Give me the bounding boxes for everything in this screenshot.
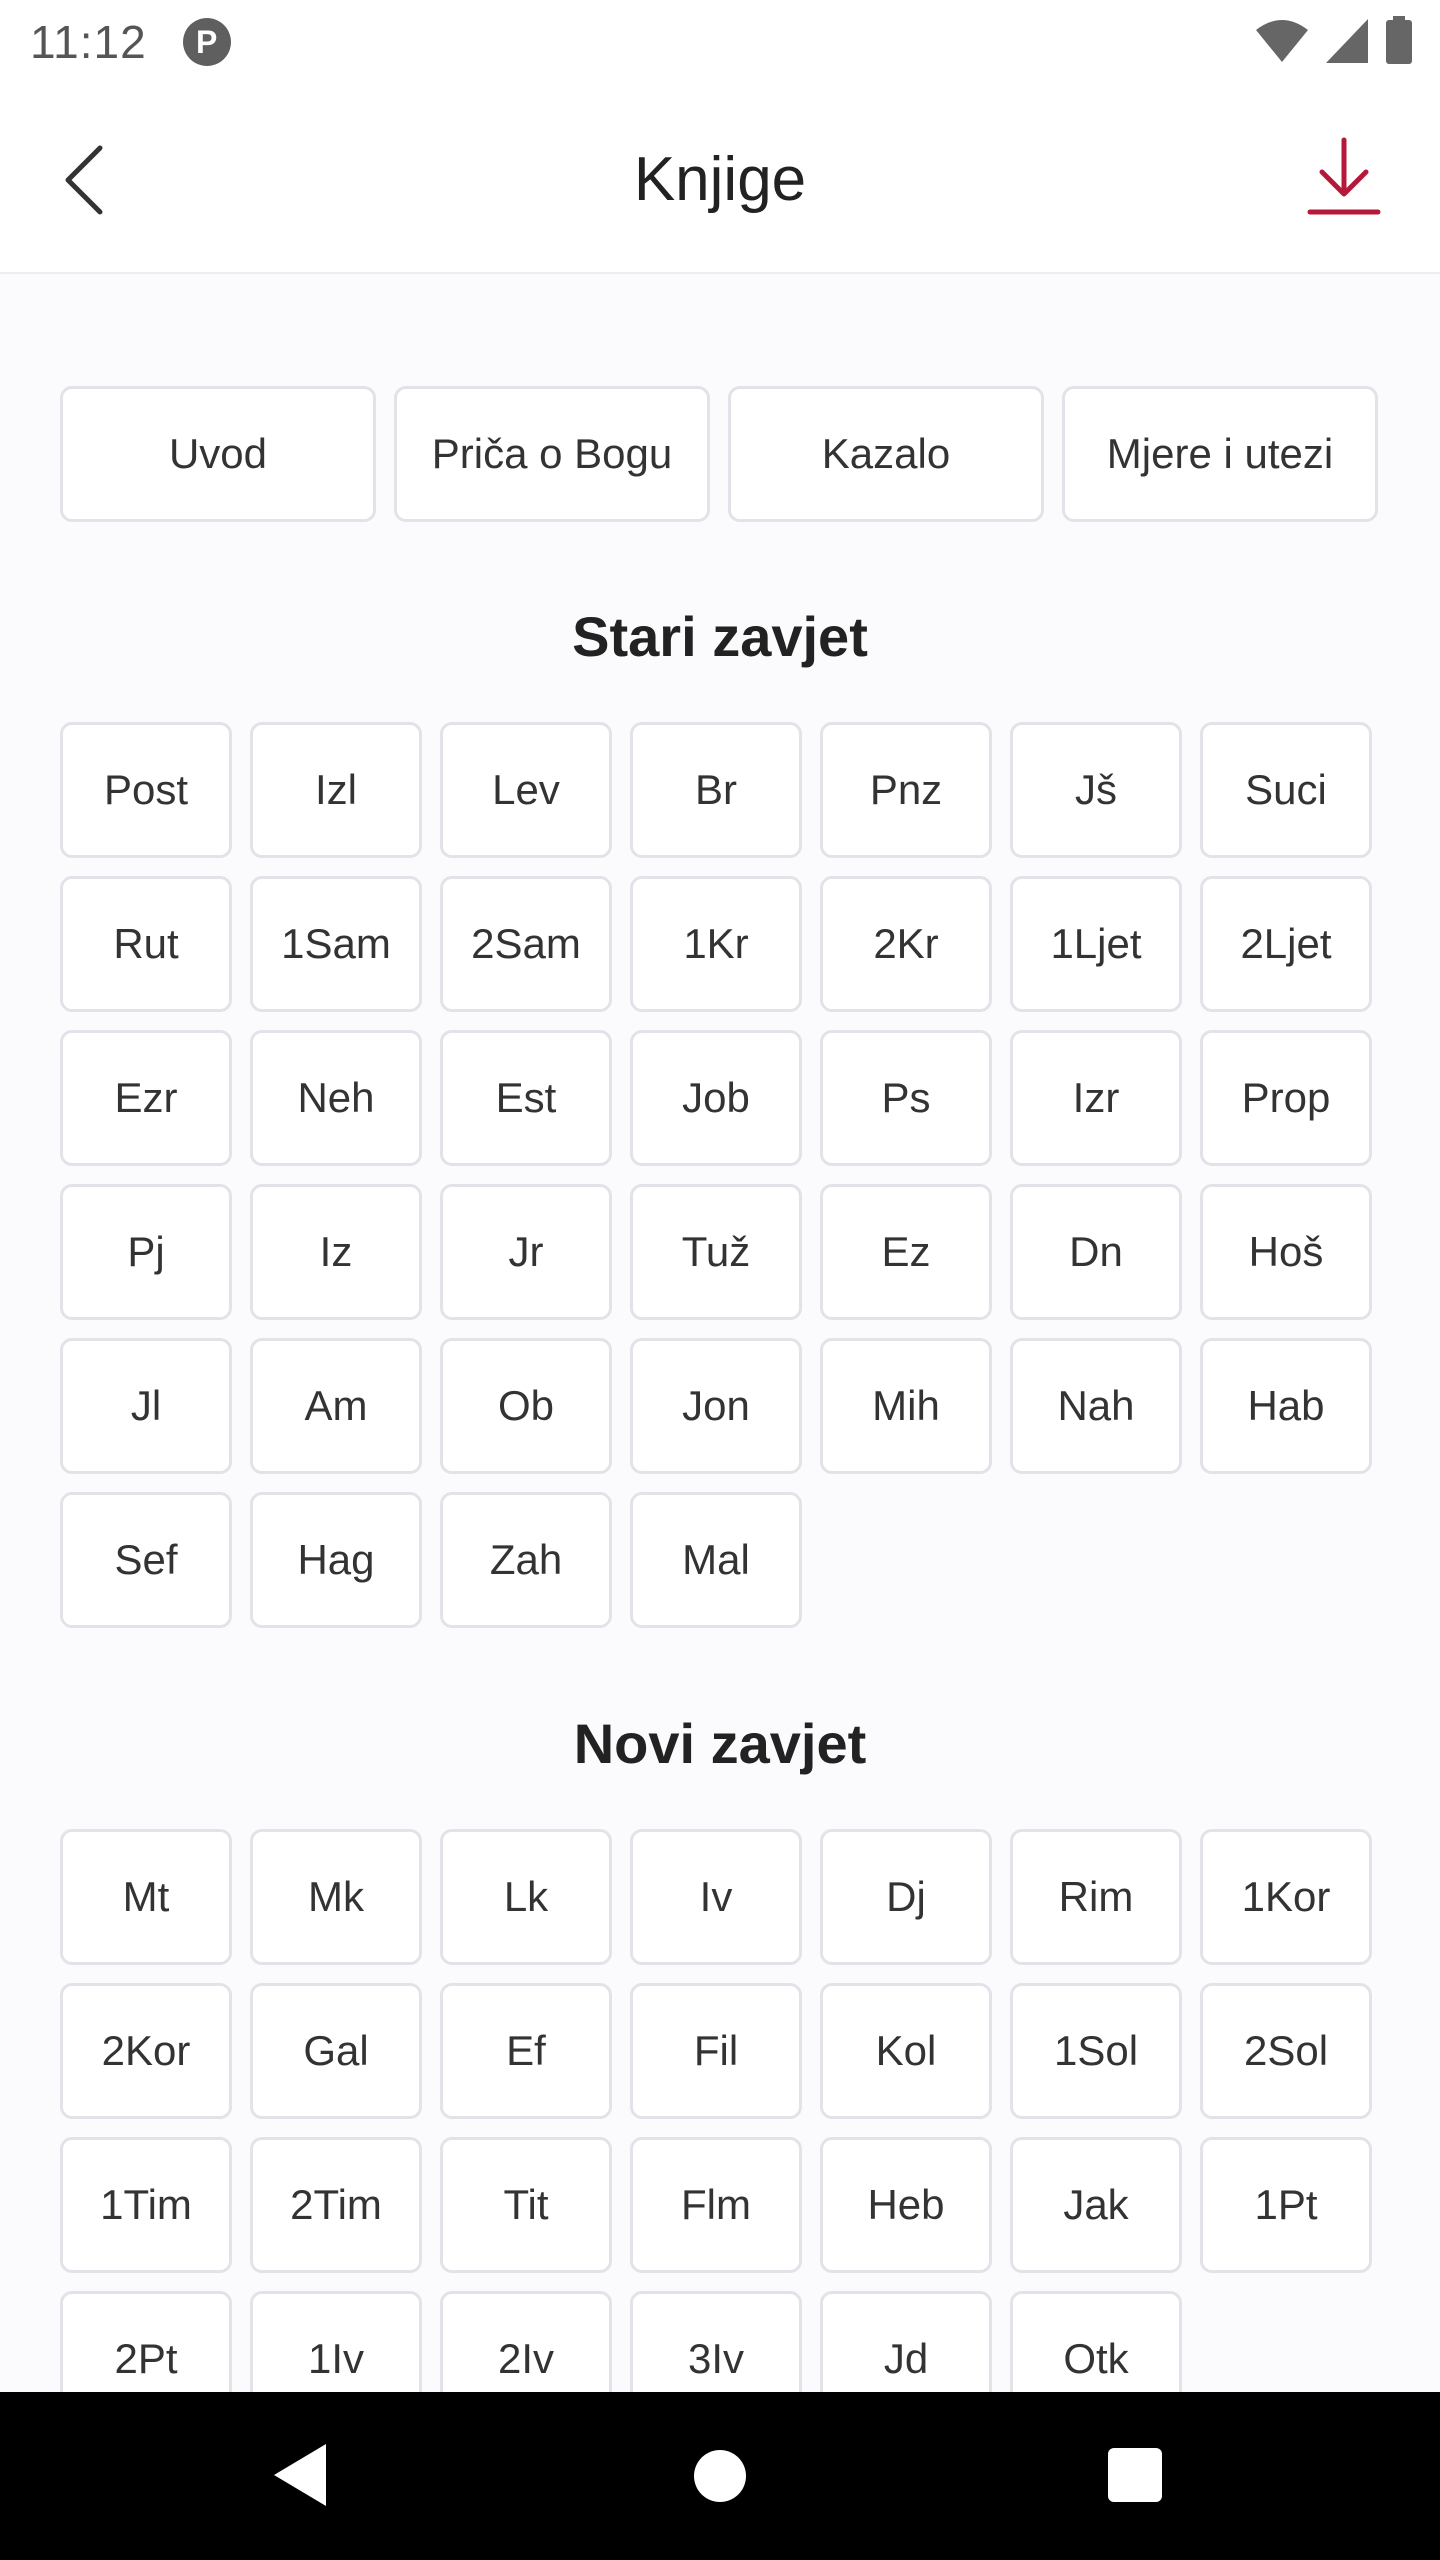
- old-testament-grid: [60, 722, 1380, 1628]
- book-button[interactable]: Mt: [60, 1829, 232, 1965]
- book-button[interactable]: Hag: [250, 1492, 422, 1628]
- book-button[interactable]: Tuž: [630, 1184, 802, 1320]
- status-time: 11:12: [30, 16, 147, 68]
- book-button[interactable]: 1Ljet: [1010, 876, 1182, 1012]
- book-button[interactable]: 1Sam: [250, 876, 422, 1012]
- book-button[interactable]: 1Kor: [1200, 1829, 1372, 1965]
- book-button[interactable]: Jš: [1010, 722, 1182, 858]
- old-testament-title: Stari zavjet: [572, 605, 868, 668]
- book-button[interactable]: Jak: [1010, 2137, 1182, 2273]
- book-button[interactable]: Rut: [60, 876, 232, 1012]
- book-button[interactable]: 1Iv: [250, 2291, 422, 2392]
- book-button[interactable]: Heb: [820, 2137, 992, 2273]
- book-button[interactable]: Sef: [60, 1492, 232, 1628]
- app-bar: [0, 84, 1440, 274]
- index-button[interactable]: Kazalo: [728, 386, 1044, 522]
- book-button[interactable]: Jr: [440, 1184, 612, 1320]
- book-button[interactable]: Ezr: [60, 1030, 232, 1166]
- book-button[interactable]: Zah: [440, 1492, 612, 1628]
- book-button[interactable]: 1Sol: [1010, 1983, 1182, 2119]
- wifi-icon: [1254, 18, 1310, 64]
- book-button[interactable]: 1Kr: [630, 876, 802, 1012]
- book-button[interactable]: Neh: [250, 1030, 422, 1166]
- download-icon[interactable]: [1304, 136, 1384, 220]
- book-button[interactable]: Post: [60, 722, 232, 858]
- book-button[interactable]: 1Pt: [1200, 2137, 1372, 2273]
- book-button[interactable]: Ef: [440, 1983, 612, 2119]
- book-button[interactable]: 2Tim: [250, 2137, 422, 2273]
- book-button[interactable]: 1Tim: [60, 2137, 232, 2273]
- book-button[interactable]: Dn: [1010, 1184, 1182, 1320]
- page-title: Knjige: [633, 145, 807, 214]
- book-button[interactable]: Izr: [1010, 1030, 1182, 1166]
- new-testament-grid: [60, 1829, 1380, 2392]
- signal-icon: [1324, 17, 1370, 65]
- book-button[interactable]: Hoš: [1200, 1184, 1372, 1320]
- books-list[interactable]: [0, 274, 1440, 2392]
- new-testament-title: Novi zavjet: [573, 1712, 867, 1775]
- book-button[interactable]: Lev: [440, 722, 612, 858]
- status-icons: [1254, 16, 1414, 66]
- book-button[interactable]: Otk: [1010, 2291, 1182, 2392]
- book-button[interactable]: Ps: [820, 1030, 992, 1166]
- book-button[interactable]: Mal: [630, 1492, 802, 1628]
- nav-back-icon[interactable]: [272, 2442, 328, 2508]
- book-button[interactable]: Ez: [820, 1184, 992, 1320]
- book-button[interactable]: Lk: [440, 1829, 612, 1965]
- book-button[interactable]: Iv: [630, 1829, 802, 1965]
- book-button[interactable]: Mih: [820, 1338, 992, 1474]
- status-bar: [0, 0, 1440, 84]
- system-nav-bar: [0, 2392, 1440, 2560]
- book-button[interactable]: 2Ljet: [1200, 876, 1372, 1012]
- book-button[interactable]: 2Pt: [60, 2291, 232, 2392]
- book-button[interactable]: Pj: [60, 1184, 232, 1320]
- book-button[interactable]: Fil: [630, 1983, 802, 2119]
- nav-home-icon[interactable]: [694, 2450, 746, 2502]
- book-button[interactable]: 2Kr: [820, 876, 992, 1012]
- book-button[interactable]: Ob: [440, 1338, 612, 1474]
- book-button[interactable]: Rim: [1010, 1829, 1182, 1965]
- book-button[interactable]: Flm: [630, 2137, 802, 2273]
- nav-recent-icon[interactable]: [1108, 2448, 1162, 2502]
- book-button[interactable]: 2Iv: [440, 2291, 612, 2392]
- book-button[interactable]: Suci: [1200, 722, 1372, 858]
- book-button[interactable]: Am: [250, 1338, 422, 1474]
- book-button[interactable]: Job: [630, 1030, 802, 1166]
- book-button[interactable]: Est: [440, 1030, 612, 1166]
- book-button[interactable]: Jon: [630, 1338, 802, 1474]
- book-button[interactable]: Dj: [820, 1829, 992, 1965]
- measures-button[interactable]: Mjere i utezi: [1062, 386, 1378, 522]
- book-button[interactable]: Jl: [60, 1338, 232, 1474]
- app-notification-icon: P: [183, 18, 231, 66]
- book-button[interactable]: Nah: [1010, 1338, 1182, 1474]
- battery-icon: [1384, 16, 1414, 66]
- book-button[interactable]: 2Kor: [60, 1983, 232, 2119]
- top-buttons: [60, 386, 1380, 522]
- book-button[interactable]: Jd: [820, 2291, 992, 2392]
- book-button[interactable]: Br: [630, 722, 802, 858]
- book-button[interactable]: Izl: [250, 722, 422, 858]
- book-button[interactable]: Hab: [1200, 1338, 1372, 1474]
- book-button[interactable]: Mk: [250, 1829, 422, 1965]
- book-button[interactable]: 2Sam: [440, 876, 612, 1012]
- book-button[interactable]: Kol: [820, 1983, 992, 2119]
- book-button[interactable]: Gal: [250, 1983, 422, 2119]
- story-of-god-button[interactable]: Priča o Bogu: [394, 386, 710, 522]
- book-button[interactable]: Tit: [440, 2137, 612, 2273]
- book-button[interactable]: Prop: [1200, 1030, 1372, 1166]
- book-button[interactable]: Pnz: [820, 722, 992, 858]
- book-button[interactable]: Iz: [250, 1184, 422, 1320]
- intro-button[interactable]: Uvod: [60, 386, 376, 522]
- book-button[interactable]: 2Sol: [1200, 1983, 1372, 2119]
- book-button[interactable]: 3Iv: [630, 2291, 802, 2392]
